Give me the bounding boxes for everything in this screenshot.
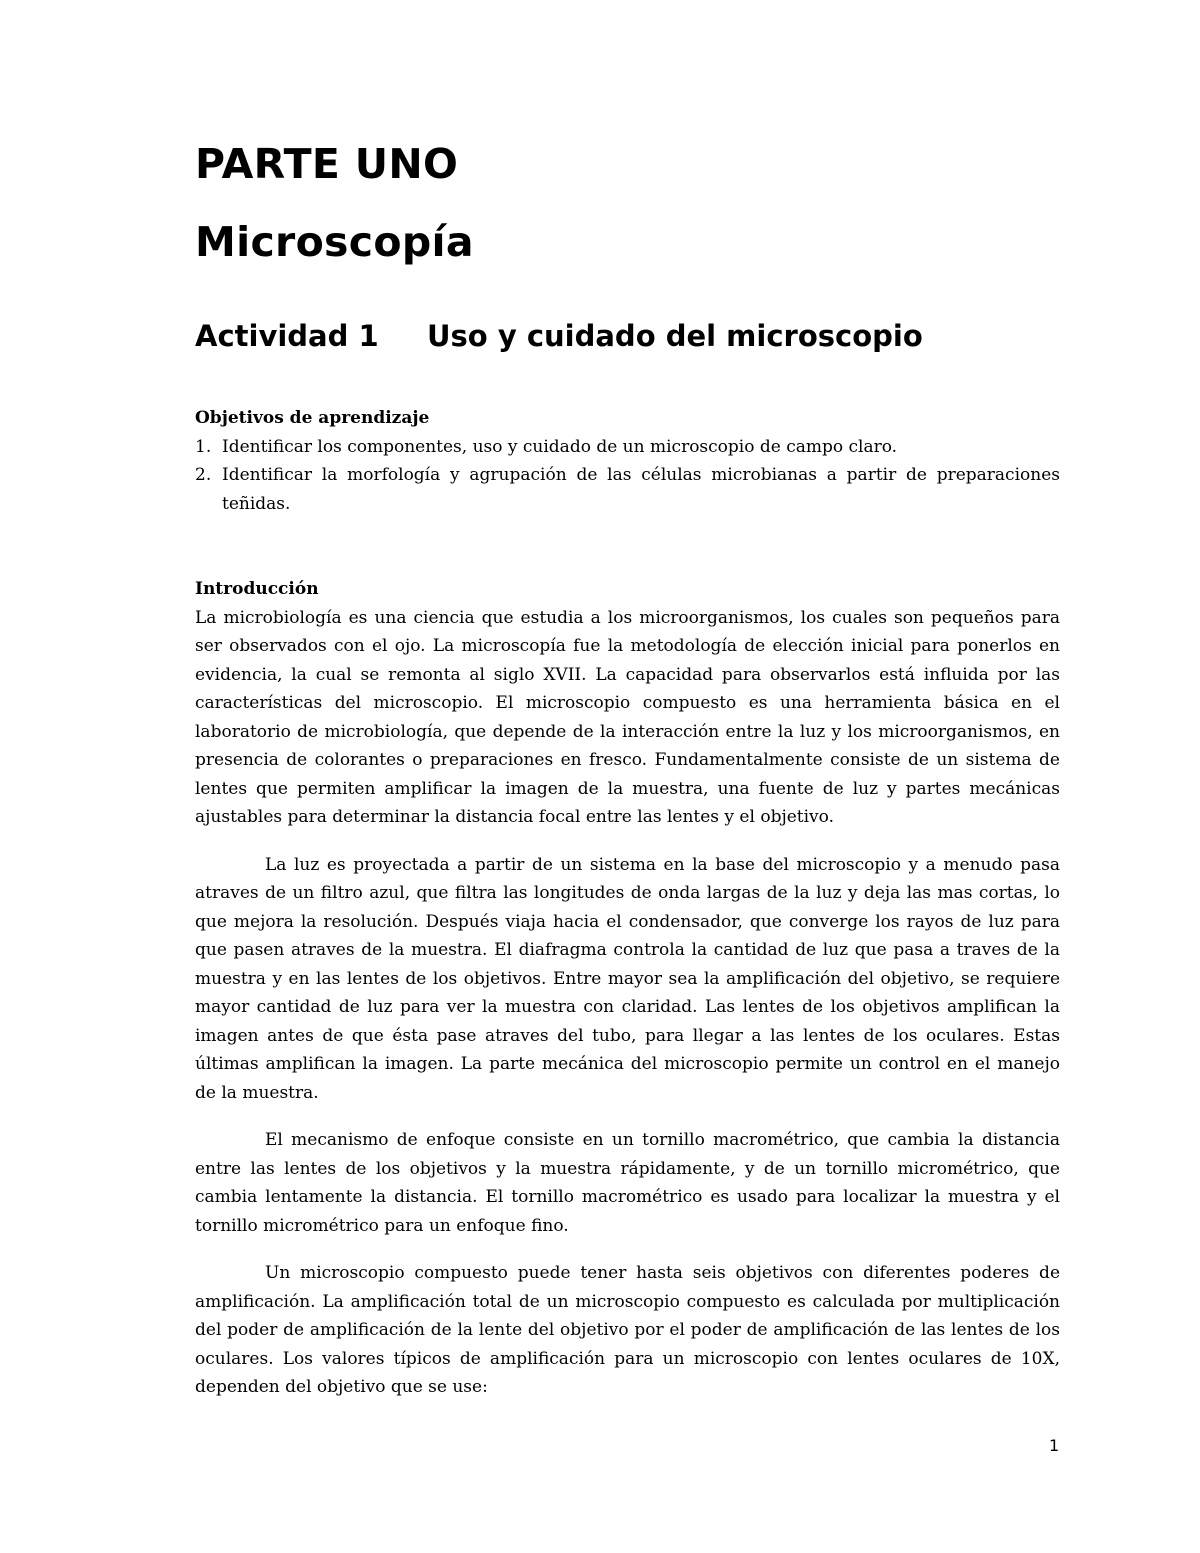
list-item (195, 433, 1060, 462)
paragraph: Un microscopio compuesto puede tener hasta seis objetivos con diferentes poderes de amplificación. La amplificación total de un microscopio compuesto es calculada por multiplicación del poder de amplificación de la lente del objetivo por el poder de amplificación de las lentes de los oculares. Los valores típicos de amplificación para un microscopio con lentes oculares de 10X, dependen del objetivo que se use: (195, 1263, 1060, 1397)
activity-heading (195, 316, 923, 356)
list-item-number: 1. (195, 436, 212, 457)
paragraph: El mecanismo de enfoque consiste en un tornillo macrométrico, que cambia la distancia entre las lentes de los objetivos y la muestra rápidamente, y de un tornillo micrométrico, que cambia lentamente la distancia. El tornillo macrométrico es usado para localizar la muestra y el tornillo micrométrico para un enfoque fino. (195, 1130, 1060, 1236)
introduction-heading: Introducción (195, 579, 319, 599)
document-page (195, 0, 1060, 1553)
page-number: 1 (1049, 1436, 1060, 1455)
objectives-list (195, 433, 1060, 519)
introduction-section (195, 575, 1060, 1421)
objectives-heading: Objetivos de aprendizaje (195, 408, 430, 428)
topic-title: Microscopía (195, 218, 474, 266)
list-item-text: Identificar la morfología y agrupación de las células microbianas a partir de preparaciones teñidas. (222, 465, 1060, 514)
list-item-text: Identificar los componentes, uso y cuidado de un microscopio de campo claro. (222, 436, 898, 457)
list-item (195, 461, 1060, 518)
activity-title: Uso y cuidado del microscopio (427, 319, 923, 353)
paragraph: La microbiología es una ciencia que estudia a los microorganismos, los cuales son pequeños para ser observados con el ojo. La microscopía fue la metodología de elección inicial para ponerlos en evidencia, la cual se remonta al siglo XVII. La capacidad para observarlos está influida por las características del microscopio. El microscopio compuesto es una herramienta básica en el laboratorio de microbiología, que depende de la interacción entre la luz y los microorganismos, en presencia de colorantes o preparaciones en fresco. Fundamentalmente consiste de un sistema de lentes que permiten amplificar la imagen de la muestra, una fuente de luz y partes mecánicas ajustables para determinar la distancia focal entre las lentes y el objetivo. (195, 607, 1060, 827)
paragraph: La luz es proyectada a partir de un sistema en la base del microscopio y a menudo pasa atraves de un filtro azul, que filtra las longitudes de onda largas de la luz y deja las mas cortas, lo que mejora la resolución. Después viaja hacia el condensador, que converge los rayos de luz para que pasen atraves de la muestra. El diafragma controla la cantidad de luz que pasa a traves de la muestra y en las lentes de los objetivos. Entre mayor sea la amplificación del objetivo, se requiere mayor cantidad de luz para ver la muestra con claridad. Las lentes de los objetivos amplifican la imagen antes de que ésta pase atraves del tubo, para llegar a las lentes de los oculares. Estas últimas amplifican la imagen. La parte mecánica del microscopio permite un control en el manejo de la muestra. (195, 854, 1060, 1103)
list-item-number: 2. (195, 465, 212, 485)
part-title: PARTE UNO (195, 140, 459, 188)
objectives-section (195, 404, 1060, 518)
activity-number: Actividad 1 (195, 319, 379, 353)
